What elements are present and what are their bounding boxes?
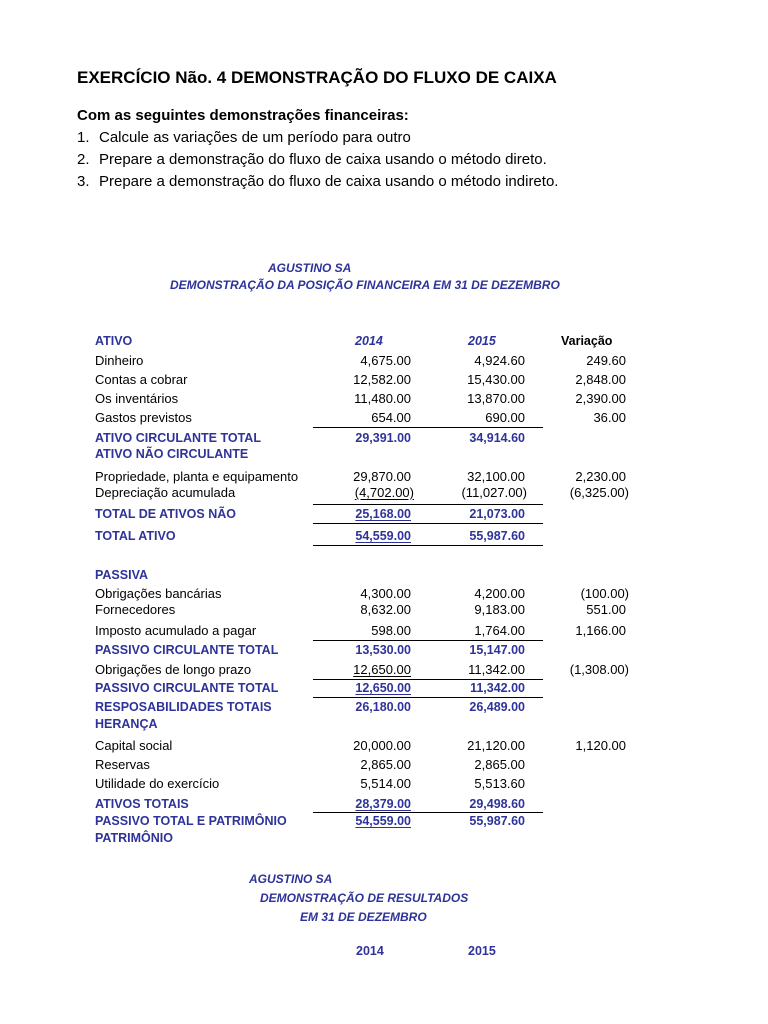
row-label: ATIVO NÃO CIRCULANTE	[95, 447, 249, 461]
value-2015: 32,100.00	[467, 469, 525, 484]
value-2014: 25,168.00	[355, 507, 411, 521]
subtotal-rule	[313, 523, 543, 524]
value-2014: 598.00	[371, 623, 411, 638]
balance-row	[0, 410, 768, 426]
value-2015: 4,200.00	[474, 586, 525, 601]
balance-total-row	[0, 506, 768, 522]
balance-sheet-title: DEMONSTRAÇÃO DA POSIÇÃO FINANCEIRA EM 31 DE DEZEMBRO	[170, 278, 560, 292]
row-label: TOTAL DE ATIVOS NÃO	[95, 507, 236, 521]
value-change: 551.00	[586, 602, 626, 617]
value-2014: 20,000.00	[353, 738, 411, 753]
value-2014: 13,530.00	[355, 643, 411, 657]
value-2014: 4,300.00	[360, 586, 411, 601]
value-2014: (4,702.00)	[354, 485, 414, 500]
row-label: PASSIVA	[95, 568, 149, 582]
row-label: ATIVO CIRCULANTE TOTAL	[95, 431, 261, 445]
value-2014: 26,180.00	[355, 700, 411, 714]
row-label: Capital social	[95, 738, 173, 753]
subtotal-rule	[313, 504, 543, 505]
balance-section-row	[0, 830, 768, 846]
balance-row	[0, 469, 768, 485]
row-label: PASSIVO TOTAL E PATRIMÔNIO	[95, 814, 287, 828]
value-change: 2,390.00	[575, 391, 626, 406]
value-2015: 15,147.00	[469, 643, 525, 657]
row-label: Obrigações de longo prazo	[95, 662, 252, 677]
value-2015: 690.00	[485, 410, 525, 425]
balance-total-row	[0, 796, 768, 812]
row-label: PASSIVO CIRCULANTE TOTAL	[95, 643, 279, 657]
task-number: 3.	[77, 173, 90, 190]
value-2015: 5,513.60	[474, 776, 525, 791]
value-2015: (11,027.00)	[461, 485, 527, 500]
balance-row	[0, 757, 768, 773]
row-label: Propriedade, planta e equipamento	[95, 469, 299, 484]
value-2014: 29,391.00	[355, 431, 411, 445]
balance-row	[0, 662, 768, 678]
column-header-change: Variação	[561, 334, 613, 348]
balance-total-row	[0, 680, 768, 696]
value-2015: 2,865.00	[474, 757, 525, 772]
value-change: 1,166.00	[575, 623, 626, 638]
row-label: PASSIVO CIRCULANTE TOTAL	[95, 681, 279, 695]
value-2015: 11,342.00	[468, 662, 525, 677]
value-2015: 29,498.60	[469, 797, 525, 811]
exercise-title: EXERCÍCIO Não. 4 DEMONSTRAÇÃO DO FLUXO DE CAIXA	[77, 68, 557, 87]
value-change: 249.60	[586, 353, 626, 368]
subtotal-rule	[313, 427, 543, 428]
task-text: Prepare a demonstração do fluxo de caixa usando o método indireto.	[99, 173, 559, 190]
value-2015: 26,489.00	[469, 700, 525, 714]
balance-row	[0, 623, 768, 639]
value-2014: 28,379.00	[355, 797, 411, 811]
value-2015: 9,183.00	[474, 602, 525, 617]
value-change: 1,120.00	[575, 738, 626, 753]
value-2015: 21,073.00	[469, 507, 525, 521]
value-2015: 4,924.60	[474, 353, 525, 368]
value-2015: 21,120.00	[467, 738, 525, 753]
value-2014: 54,559.00	[355, 814, 411, 828]
value-2014: 5,514.00	[360, 776, 411, 791]
value-change: 2,848.00	[575, 372, 626, 387]
column-header-2014: 2014	[355, 334, 383, 348]
balance-section-row	[0, 446, 768, 462]
row-label: Depreciação acumulada	[95, 485, 236, 500]
row-label: HERANÇA	[95, 717, 158, 731]
balance-company-name: AGUSTINO SA	[268, 261, 352, 275]
row-label: Imposto acumulado a pagar	[95, 623, 257, 638]
row-label: Fornecedores	[95, 602, 176, 617]
row-label: Reservas	[95, 757, 150, 772]
value-change: (1,308.00)	[569, 662, 629, 677]
row-label: ATIVOS TOTAIS	[95, 797, 189, 811]
value-change: (100.00)	[580, 586, 629, 601]
balance-row	[0, 485, 768, 501]
total-rule	[313, 545, 543, 546]
row-label: Gastos previstos	[95, 410, 192, 425]
income-statement-date: EM 31 DE DEZEMBRO	[300, 910, 427, 924]
value-2015: 34,914.60	[469, 431, 525, 445]
balance-total-row	[0, 813, 768, 829]
balance-row	[0, 586, 768, 602]
income-company-name: AGUSTINO SA	[249, 872, 333, 886]
value-2015: 55,987.60	[469, 529, 525, 543]
value-2014: 12,650.00	[353, 662, 411, 677]
balance-total-row	[0, 528, 768, 544]
balance-total-row	[0, 430, 768, 446]
balance-row	[0, 353, 768, 369]
row-label: Utilidade do exercício	[95, 776, 220, 791]
subtotal-rule	[313, 697, 543, 698]
value-2014: 11,480.00	[354, 391, 411, 406]
section-header-ativo: ATIVO	[95, 334, 133, 348]
balance-row	[0, 738, 768, 754]
row-label: Os inventários	[95, 391, 179, 406]
task-number: 2.	[77, 151, 90, 168]
value-2014: 12,582.00	[353, 372, 411, 387]
row-label: TOTAL ATIVO	[95, 529, 176, 543]
value-change: (6,325.00)	[569, 485, 629, 500]
balance-section-row	[0, 716, 768, 732]
value-2015: 13,870.00	[467, 391, 525, 406]
value-change: 36.00	[593, 410, 626, 425]
balance-total-row	[0, 699, 768, 715]
task-text: Calcule as variações de um período para outro	[99, 129, 411, 146]
balance-section-row	[0, 567, 768, 583]
value-2014: 2,865.00	[360, 757, 411, 772]
row-label: PATRIMÔNIO	[95, 831, 174, 845]
task-text: Prepare a demonstração do fluxo de caixa usando o método direto.	[99, 151, 547, 168]
income-column-header-2015: 2015	[468, 944, 496, 958]
subtotal-rule	[313, 640, 543, 641]
balance-row	[0, 602, 768, 618]
income-column-header-2014: 2014	[356, 944, 384, 958]
value-2015: 1,764.00	[474, 623, 525, 638]
value-2015: 15,430.00	[467, 372, 525, 387]
value-2015: 11,342.00	[470, 681, 525, 695]
row-label: Contas a cobrar	[95, 372, 188, 387]
value-2014: 12,650.00	[355, 681, 411, 695]
balance-row	[0, 776, 768, 792]
column-header-2015: 2015	[468, 334, 496, 348]
value-change: 2,230.00	[575, 469, 626, 484]
value-2014: 29,870.00	[353, 469, 411, 484]
balance-total-row	[0, 642, 768, 658]
balance-row	[0, 391, 768, 407]
value-2014: 8,632.00	[360, 602, 411, 617]
value-2015: 55,987.60	[469, 814, 525, 828]
balance-row	[0, 372, 768, 388]
row-label: Dinheiro	[95, 353, 144, 368]
row-label: Obrigações bancárias	[95, 586, 222, 601]
value-2014: 4,675.00	[360, 353, 411, 368]
row-label: RESPOSABILIDADES TOTAIS	[95, 700, 272, 714]
value-2014: 654.00	[371, 410, 411, 425]
task-number: 1.	[77, 129, 90, 146]
value-2014: 54,559.00	[355, 529, 411, 543]
exercise-intro: Com as seguintes demonstrações financeiras:	[77, 107, 409, 124]
income-statement-title: DEMONSTRAÇÃO DE RESULTADOS	[260, 891, 469, 905]
